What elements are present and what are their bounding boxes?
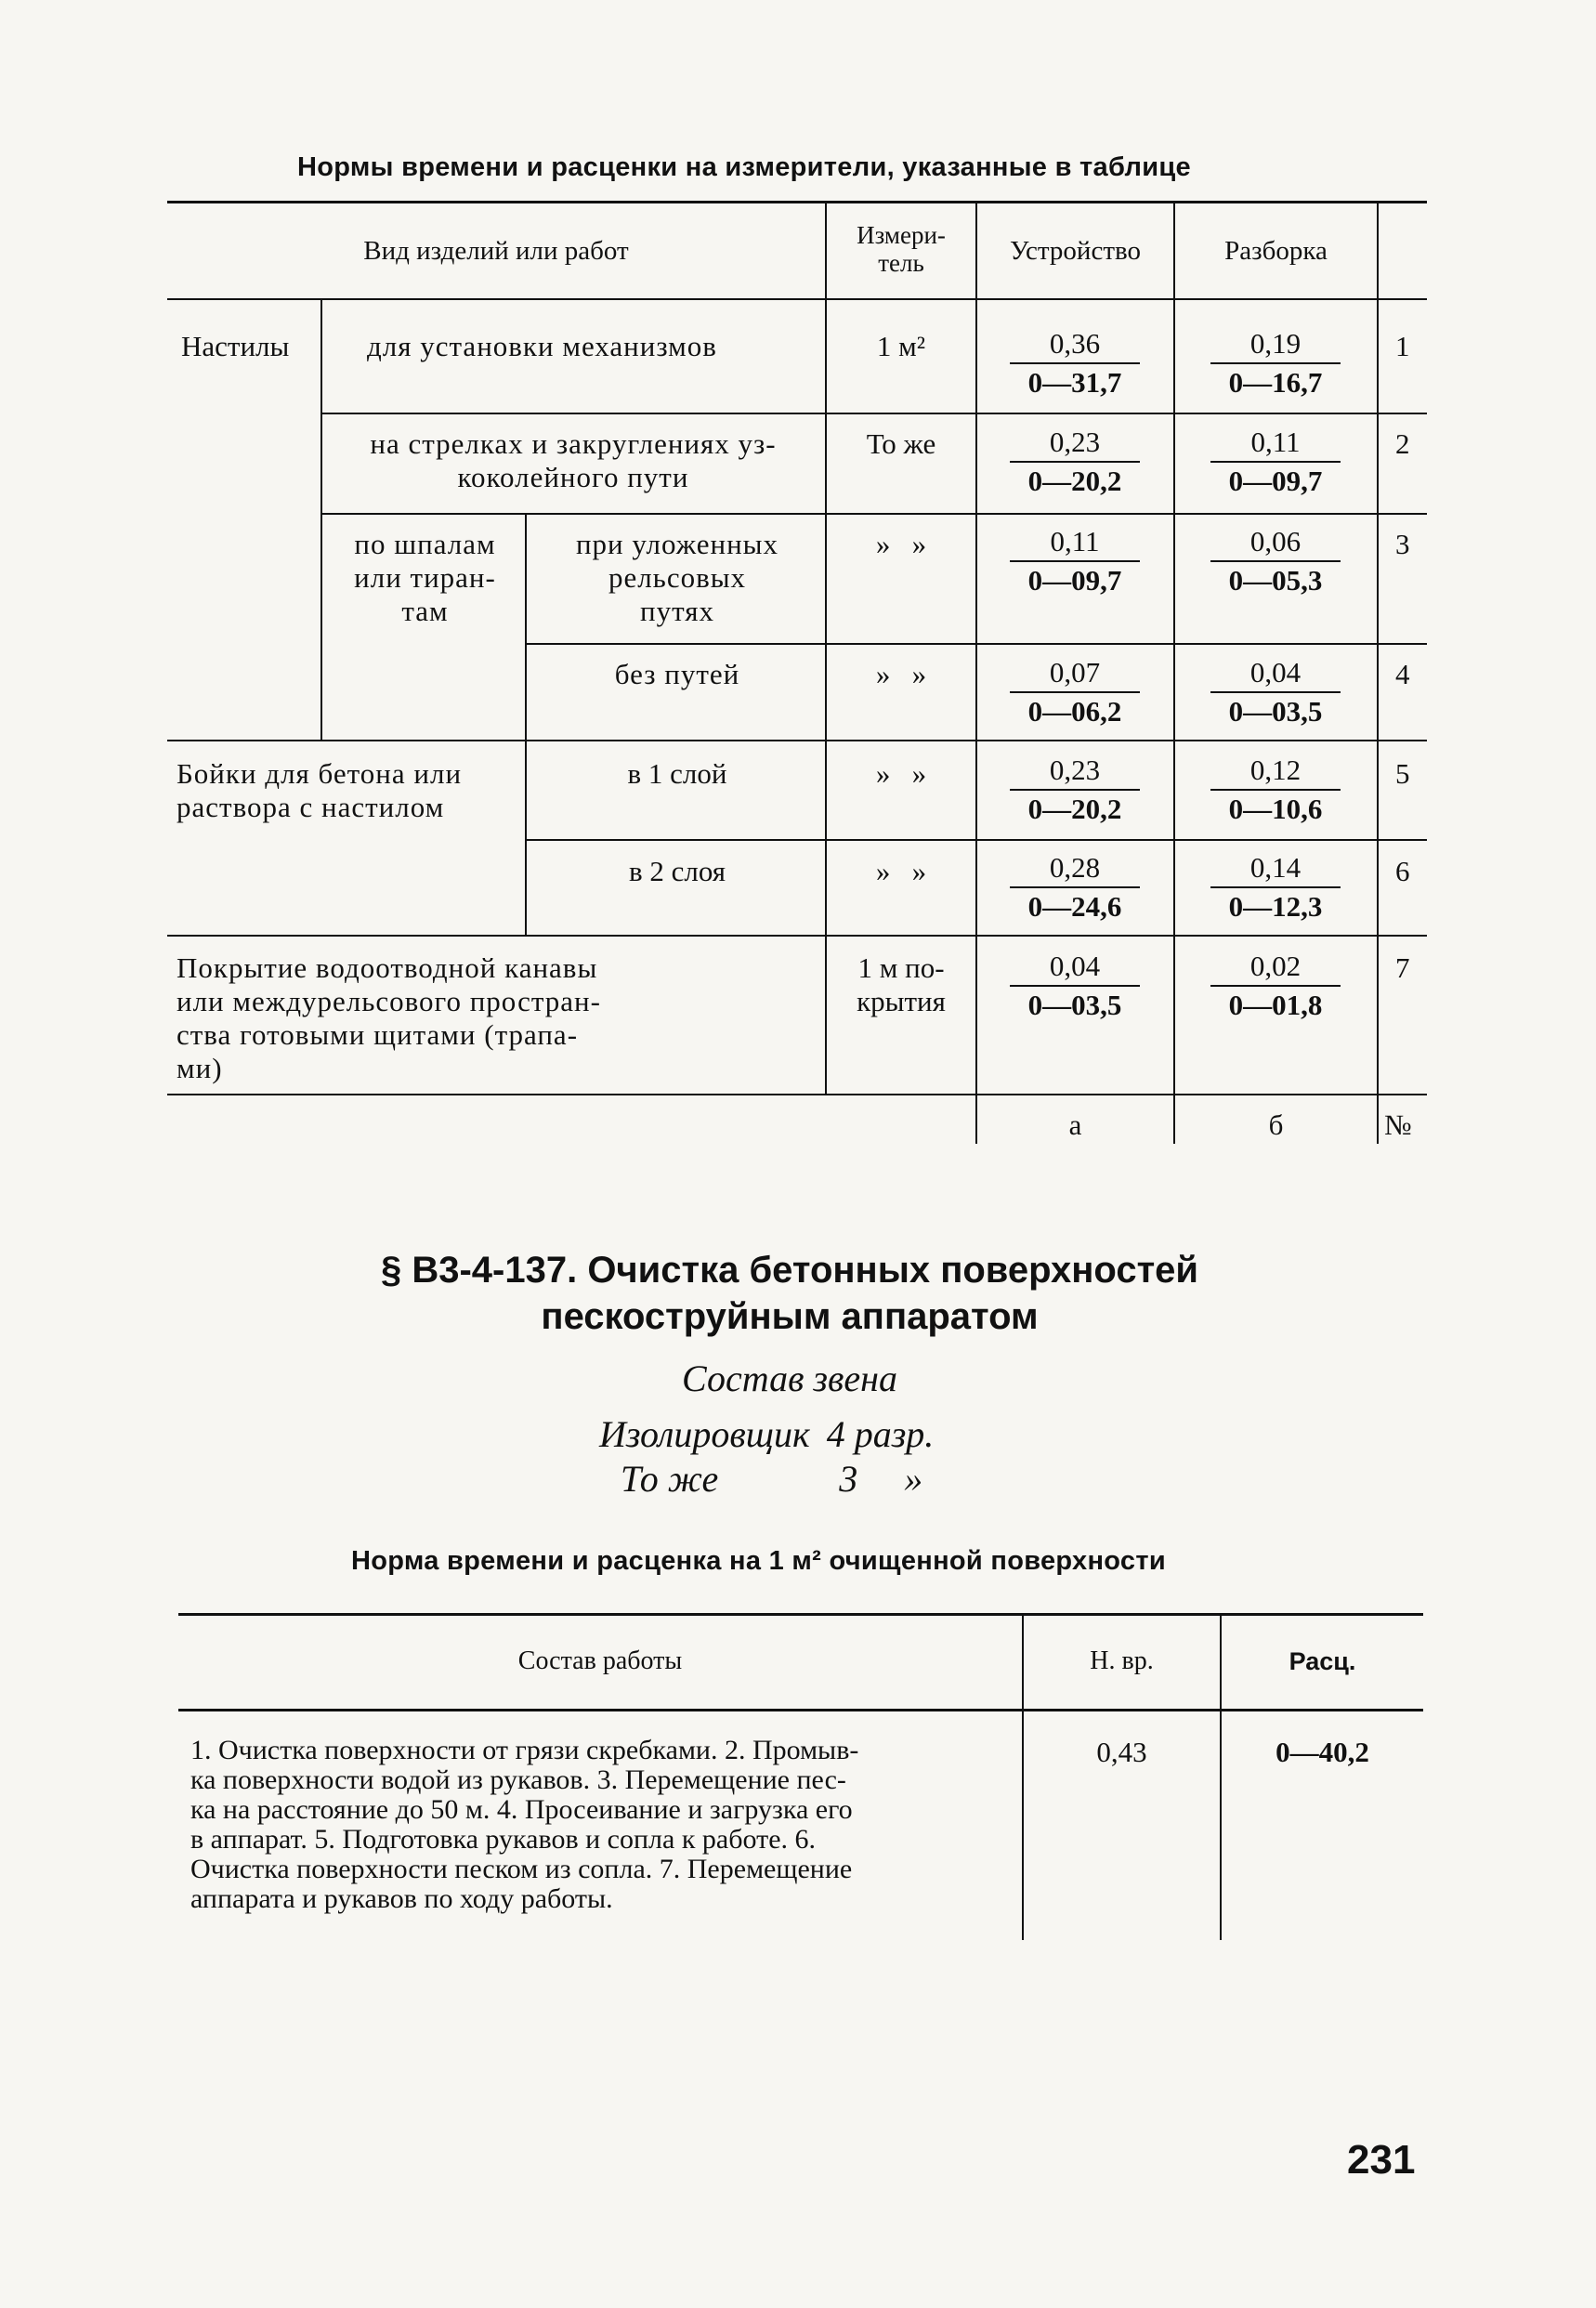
row6-unit: » »	[875, 855, 927, 887]
work-line-5: Очистка поверхности песком из сопла. 7. Перемещение	[190, 1854, 853, 1884]
row2-description-line2: коколейного пути	[457, 461, 689, 493]
row6-dismantle-time: 0,14	[1210, 851, 1341, 888]
table2-rate-value: 0—40,2	[1275, 1736, 1369, 1768]
row5-dismantle-value	[1210, 754, 1341, 828]
row6-install-rate: 0—24,6	[1027, 890, 1122, 923]
row4-install-rate: 0—06,2	[1027, 695, 1122, 728]
row7-dismantle-value	[1210, 950, 1341, 1024]
work-line-3: ка на расстояние до 50 м. 4. Просеивание и загрузка его	[190, 1794, 853, 1825]
work-line-4: в аппарат. 5. Подготовка рукавов и сопла к работе. 6.	[190, 1824, 817, 1855]
row7-install-value	[1010, 950, 1140, 1024]
row1-description: для установки механизмов	[367, 330, 717, 362]
table2-top-rule	[178, 1613, 1423, 1616]
row7-description-line3: ства готовыми щитами (трапа-	[177, 1018, 579, 1051]
table2-header-work: Состав работы	[517, 1646, 683, 1675]
row5-unit: » »	[875, 757, 927, 790]
table1-bottom-rule	[167, 1094, 1427, 1095]
row4-install-time: 0,07	[1010, 656, 1140, 693]
row4-dismantle-time: 0,04	[1210, 656, 1341, 693]
row4-install-value	[1010, 656, 1140, 730]
row7-unit	[827, 951, 975, 1018]
table1-header-rule	[167, 298, 1427, 300]
row3-description	[530, 528, 825, 628]
row7-description-line4: ми)	[177, 1052, 223, 1084]
crew-line1-grade: 4 разр.	[826, 1413, 935, 1455]
row7-dismantle-time: 0,02	[1210, 950, 1341, 987]
row6-number: 6	[1395, 855, 1410, 887]
row2-number: 2	[1395, 427, 1410, 460]
footer-col-b: б	[1268, 1108, 1284, 1141]
row2-description	[327, 427, 819, 494]
row3-install-rate: 0—09,7	[1027, 564, 1122, 597]
boiki-label-line1: Бойки для бетона или	[177, 757, 463, 790]
crew-line1-role: Изолировщик	[599, 1413, 810, 1455]
row7-unit-line2: крытия	[857, 985, 946, 1017]
row2-dismantle-time: 0,11	[1210, 426, 1341, 463]
row3-unit: » »	[875, 528, 927, 560]
row1-unit: 1 м²	[876, 330, 926, 362]
row2-dismantle-rate: 0—09,7	[1228, 465, 1323, 497]
work-line-1: 1. Очистка поверхности от грязи скребками. 2. Промыв-	[190, 1735, 859, 1765]
row7-description	[177, 951, 601, 1085]
row3-install-value	[1010, 525, 1140, 599]
row1-dismantle-rate: 0—16,7	[1228, 366, 1323, 399]
header-install: Устройство	[1009, 236, 1141, 266]
crew-line-1	[599, 1412, 934, 1456]
col-a-left-rule	[975, 201, 977, 1144]
row1-dismantle-value	[1210, 327, 1341, 401]
row5-install-time: 0,23	[1010, 754, 1140, 791]
row7-dismantle-rate: 0—01,8	[1228, 989, 1323, 1021]
row6-install-time: 0,28	[1010, 851, 1140, 888]
row6-rule	[167, 935, 1427, 937]
nastily-rule	[321, 298, 322, 741]
row4-description: без путей	[614, 658, 740, 690]
crew-line2-role: То же	[621, 1458, 719, 1500]
work-line-2: ка поверхности водой из рукавов. 3. Перемещение пес-	[190, 1764, 846, 1795]
header-unit	[827, 221, 975, 277]
header-unit-line2: тель	[878, 249, 924, 277]
nastily-label: Настилы	[181, 330, 290, 362]
row4-unit: » »	[875, 658, 927, 690]
row2-dismantle-value	[1210, 426, 1341, 500]
row4-rule	[167, 740, 1427, 741]
row2-unit: То же	[866, 427, 936, 460]
header-dismantle: Разборка	[1224, 236, 1328, 266]
footer-col-a: а	[1068, 1108, 1082, 1141]
row3-install-time: 0,11	[1010, 525, 1140, 562]
table1-top-rule	[167, 201, 1427, 203]
crew-line2-suffix: »	[904, 1458, 923, 1500]
header-unit-line1: Измери-	[857, 221, 946, 249]
row2-install-rate: 0—20,2	[1027, 465, 1122, 497]
table2-time-value: 0,43	[1096, 1736, 1147, 1768]
boiki-label-line2: раствора с настилом	[177, 791, 445, 823]
col-b-left-rule	[1173, 201, 1175, 1144]
col-no-left-rule	[1377, 201, 1379, 1144]
crew-line-2	[621, 1457, 922, 1501]
footer-col-number: №	[1384, 1108, 1412, 1141]
row2-install-value	[1010, 426, 1140, 500]
row5-install-value	[1010, 754, 1140, 828]
table2-work-description	[190, 1736, 1017, 1914]
table2-header-time: Н. вр.	[1090, 1646, 1154, 1675]
row3-group-line2: или тиран-	[354, 561, 496, 594]
page-number: 231	[1347, 2137, 1416, 2183]
table2-title: Норма времени и расценка на 1 м² очищенной поверхности	[351, 1546, 1166, 1576]
row7-number: 7	[1395, 951, 1410, 984]
row1-rule	[321, 413, 1427, 414]
row3-number: 3	[1395, 528, 1410, 560]
table2-header-rate: Расц.	[1289, 1647, 1356, 1675]
row2-description-line1: на стрелках и закруглениях уз-	[370, 427, 777, 460]
row3-group-line3: там	[401, 595, 449, 627]
row3-description-line3: путях	[640, 595, 714, 627]
table1-title: Нормы времени и расценки на измерители, указанные в таблице	[297, 152, 1191, 182]
row6-dismantle-rate: 0—12,3	[1228, 890, 1323, 923]
group-rule	[525, 513, 527, 935]
row2-install-time: 0,23	[1010, 426, 1140, 463]
row6-dismantle-value	[1210, 851, 1341, 925]
row1-install-time: 0,36	[1010, 327, 1140, 364]
boiki-label	[177, 757, 462, 824]
row5-install-rate: 0—20,2	[1027, 793, 1122, 825]
work-line-6: аппарата и рукавов по ходу работы.	[190, 1883, 613, 1914]
row3-description-line1: при уложенных	[575, 528, 779, 560]
row4-dismantle-value	[1210, 656, 1341, 730]
row5-dismantle-time: 0,12	[1210, 754, 1341, 791]
row3-description-line2: рельсовых	[608, 561, 747, 594]
row1-dismantle-time: 0,19	[1210, 327, 1341, 364]
row7-description-line1: Покрытие водоотводной канавы	[177, 951, 598, 984]
row1-install-value	[1010, 327, 1140, 401]
section-title-line1: § В3-4-137. Очистка бетонных поверхностей	[380, 1250, 1199, 1291]
row7-install-time: 0,04	[1010, 950, 1140, 987]
row5-dismantle-rate: 0—10,6	[1228, 793, 1323, 825]
row1-number: 1	[1395, 330, 1410, 362]
section-title-line2: пескоструйным аппаратом	[541, 1296, 1039, 1337]
header-work-type: Вид изделий или работ	[363, 236, 629, 266]
row6-install-value	[1010, 851, 1140, 925]
row5-number: 5	[1395, 757, 1410, 790]
crew-line2-grade: 3	[839, 1458, 858, 1500]
row3-group-label	[325, 528, 525, 628]
row3-dismantle-time: 0,06	[1210, 525, 1341, 562]
row7-description-line2: или междурельсового простран-	[177, 985, 601, 1017]
row7-install-rate: 0—03,5	[1027, 989, 1122, 1021]
row6-description: в 2 слоя	[628, 855, 726, 887]
row5-description: в 1 слой	[627, 757, 727, 790]
crew-heading: Состав звена	[681, 1357, 897, 1399]
row3-dismantle-rate: 0—05,3	[1228, 564, 1323, 597]
row3-dismantle-value	[1210, 525, 1341, 599]
row7-unit-line1: 1 м по-	[857, 951, 945, 984]
row2-rule	[321, 513, 1427, 515]
row3-group-line1: по шпалам	[354, 528, 496, 560]
row4-dismantle-rate: 0—03,5	[1228, 695, 1323, 728]
table2-header-rule	[178, 1709, 1423, 1711]
section-title	[279, 1247, 1301, 1340]
row4-number: 4	[1395, 658, 1410, 690]
row1-install-rate: 0—31,7	[1027, 366, 1122, 399]
